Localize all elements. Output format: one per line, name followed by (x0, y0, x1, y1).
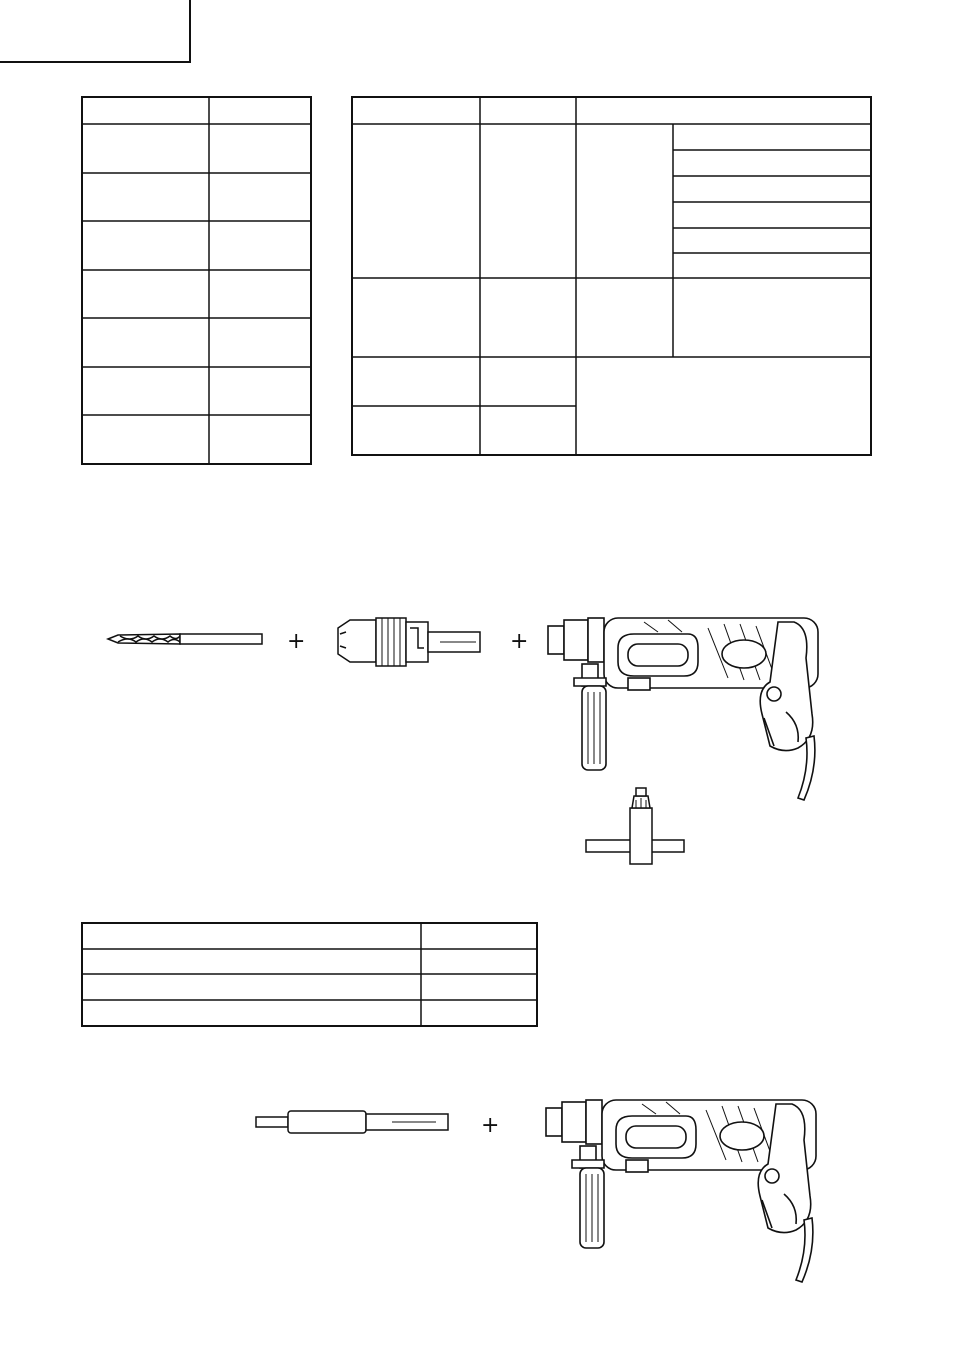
rotary-hammer-2 (546, 1100, 816, 1282)
plus-sign-2: + (510, 629, 529, 654)
drill-bit (108, 634, 262, 644)
table-right (352, 97, 871, 455)
chuck-key (586, 788, 684, 864)
chuck-adapter (338, 618, 480, 666)
table-left (82, 97, 311, 464)
table-bottom (82, 923, 537, 1026)
plus-sign-1: + (287, 629, 306, 654)
plus-sign-3: + (481, 1113, 500, 1138)
rotary-hammer (548, 618, 818, 800)
adapter-shank (256, 1111, 448, 1133)
